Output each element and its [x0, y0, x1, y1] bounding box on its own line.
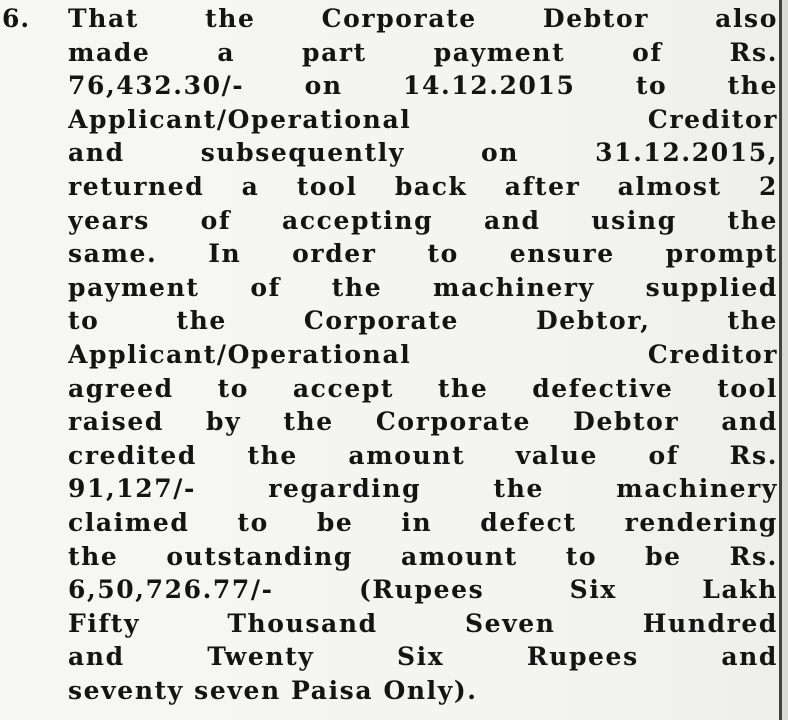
paragraph-line: 91,127/- regarding the machinery	[68, 474, 778, 504]
paragraph-line: Applicant/Operational Creditor	[68, 339, 778, 369]
paragraph-line: seventy seven Paisa Only).	[68, 675, 478, 705]
paragraph-line: to the Corporate Debtor, the	[68, 306, 778, 336]
paragraph-line: and Twenty Six Rupees and	[68, 642, 778, 672]
paragraph-line: Applicant/Operational Creditor	[68, 104, 778, 134]
paragraph-line: the outstanding amount to be Rs.	[68, 541, 778, 571]
paragraph-line: payment of the machinery supplied	[68, 272, 778, 302]
paragraph-line: raised by the Corporate Debtor and	[68, 407, 778, 437]
paragraph-line: claimed to be in defect rendering	[68, 507, 778, 537]
paragraph-line: 76,432.30/- on 14.12.2015 to the	[68, 71, 778, 101]
paragraph-line: credited the amount value of Rs.	[68, 440, 778, 470]
paragraph-line: and subsequently on 31.12.2015,	[68, 138, 778, 168]
paragraph-line: same. In order to ensure prompt	[68, 239, 778, 269]
paragraph-line: That the Corporate Debtor also	[68, 4, 778, 33]
paragraph-line: returned a tool back after almost 2	[68, 171, 778, 201]
paragraph-number: 6.	[2, 4, 31, 33]
paragraph-line: made a part payment of Rs.	[68, 37, 778, 67]
paragraph-line: agreed to accept the defective tool	[68, 373, 778, 403]
paragraph-line: 6,50,726.77/- (Rupees Six Lakh	[68, 575, 778, 605]
paragraph-line: Fifty Thousand Seven Hundred	[68, 608, 778, 638]
paragraph-line: years of accepting and using the	[68, 205, 778, 235]
page-edge-shadow	[782, 0, 788, 720]
paragraph-body	[68, 2, 778, 707]
